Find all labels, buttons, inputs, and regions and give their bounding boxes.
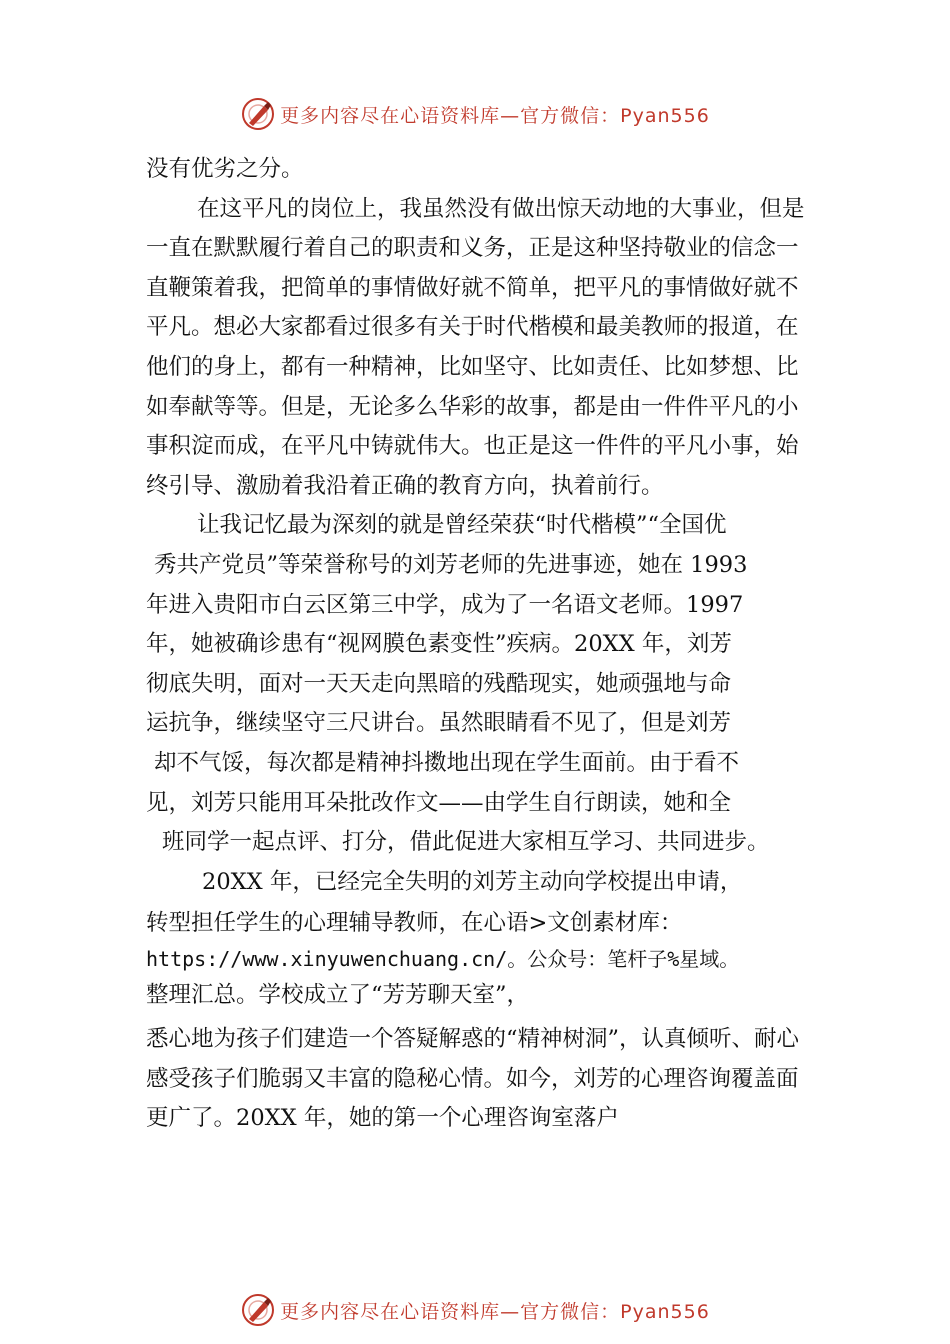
paragraph-3-line: 见，刘芳只能用耳朵批改作文——由学生自行朗读，她和全 <box>146 789 732 816</box>
paragraph-4-line-1: 20XX 年，已经完全失明的刘芳主动向学校提出申请， <box>202 868 743 895</box>
paragraph-3 <box>146 506 811 862</box>
footer-banner <box>0 1288 950 1332</box>
paragraph-3-line: 运抗争，继续坚守三尺讲台。虽然眼睛看不见了，但是刘芳 <box>146 710 732 737</box>
paragraph-3-line: 让我记忆最为深刻的就是曾经荣获“时代楷模”“全国优 <box>197 512 727 539</box>
paragraph-3-line: 班同学一起点评、打分，借此促进大家相互学习、共同进步。 <box>162 829 770 856</box>
paragraph-5: 悉心地为孩子们建造一个答疑解惑的“精神树洞”，认真倾听、耐心感受孩子们脆弱又丰富的隐秘心情。如今，刘芳的心理咨询覆盖面更广了。20XX 年，她的第一个心理咨询室落户 <box>146 1026 800 1132</box>
paragraph-line-1: 没有优劣之分。 <box>146 156 304 182</box>
footer-banner-text: 更多内容尽在心语资料库—官方微信：Pyan556 <box>280 1300 710 1323</box>
pen-nib-icon <box>240 96 276 132</box>
header-banner-text: 更多内容尽在心语资料库—官方微信：Pyan556 <box>280 104 710 127</box>
paragraph-3-line: 秀共产党员”等荣誉称号的刘芳老师的先进事迹，她在 1993 <box>154 551 748 578</box>
paragraph-3-line: 彻底失明，面对一天天走向黑暗的残酷现实，她顽强地与命 <box>146 670 732 697</box>
paragraph-4-line-2: 转型担任学生的心理辅导教师，在心语>文创素材库： <box>146 910 683 937</box>
paragraph-4-line-4: 整理汇总。学校成立了“芳芳聊天室”， <box>146 982 530 1009</box>
document-body <box>146 150 811 1139</box>
header-banner <box>0 92 950 136</box>
pen-nib-icon <box>240 1292 276 1328</box>
paragraph-3-line: 年进入贵阳市白云区第三中学，成为了一名语文老师。1997 <box>146 591 744 618</box>
paragraph-3-line: 年，她被确诊患有“视网膜色素变性”疾病。20XX 年，刘芳 <box>146 631 732 658</box>
source-url-line: https://www.xinyuwenchuang.cn/。公众号：笔杆子%星域。 <box>146 947 740 972</box>
paragraph-2: 在这平凡的岗位上，我虽然没有做出惊天动地的大事业，但是一直在默默履行着自己的职责和义务，正是这种坚持敬业的信念一直鞭策着我，把简单的事情做好就不简单，把平凡的事情做好就不平凡。想必大家都看过很多有关于时代楷模和最美教师的报道，在他们的身上，都有一种精神，比如坚守、比如责任、比如梦想、比如奉献等等。但是，无论多么华彩的故事，都是由一件件平凡的小事积淀而成，在平凡中铸就伟大。也正是这一件件的平凡小事，始终引导、激励着我沿着正确的教育方向，执着前行。 <box>146 195 805 499</box>
paragraph-3-line: 却不气馁，每次都是精神抖擞地出现在学生面前。由于看不 <box>154 749 740 776</box>
